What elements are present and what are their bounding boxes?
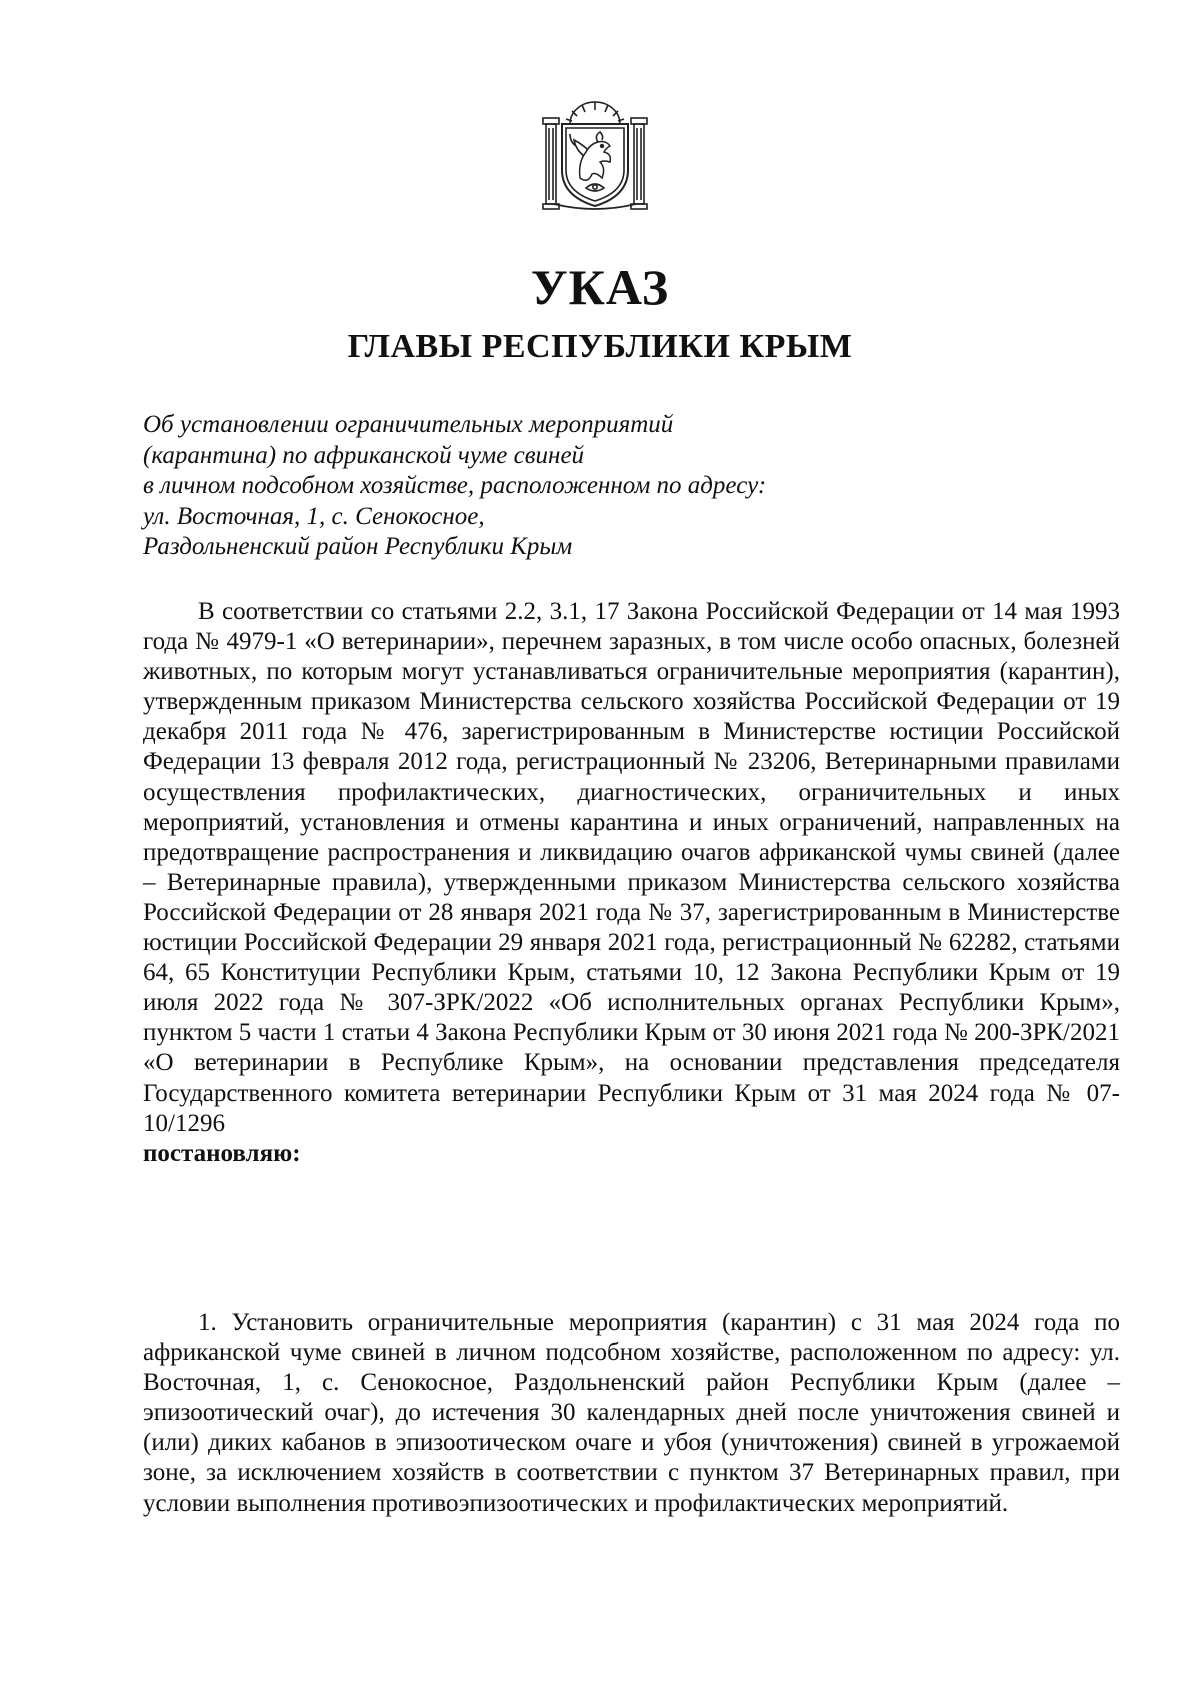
decree-item-text — [143, 1308, 1120, 1519]
decree-word: постановляю: — [143, 1139, 301, 1167]
subject-line: ул. Восточная, 1, с. Сенокосное, — [143, 502, 485, 530]
preamble-body: В соответствии со статьями 2.2, 3.1, 17 Закона Российской Федерации от 14 мая 1993 года № 4979-1 «О ветеринарии», перечнем заразных, в том числе особо опасных, болезней животных, по которым могут устанавливаться ограничительные мероприятия (карантин), утвержденным приказом Министерства сельского хозяйства Российской Федерации от 19 декабря 2011 года № 476, зарегистрированным в Министерстве юстиции Российской Федерации 13 февраля 2012 года, регистрационный № 23206, Ветеринарными правилами осуществления профилактических, диагностических, ограничительных и иных мероприятий, установления и отмены карантина и иных ограничений, направленных на предотвращение распространения и ликвидацию очагов африканской чумы свиней (далее – Ветеринарные правила), утвержденными приказом Министерства сельского хозяйства Российской Федерации от 28 января 2021 года № 37, зарегистрированным в Министерстве юстиции Российской Федерации 29 января 2021 года, регистрационный № 62282, статьями 64, 65 Конституции Республики Крым, статьями 10, 12 Закона Республики Крым от 19 июля 2022 года № 307-ЗРК/2022 «Об исполнительных органах Республики Крым», пунктом 5 части 1 статьи 4 Закона Республики Крым от 30 июня 2021 года № 200-ЗРК/2021 «О ветеринарии в Республике Крым», на основании представления председателя Государственного комитета ветеринарии Республики Крым от 31 мая 2024 года № 07-10/1296 — [143, 598, 1120, 1137]
decree-item — [143, 1308, 1120, 1519]
item-number: 1. — [198, 1309, 217, 1336]
subject-line: (карантина) по африканской чуме свиней — [143, 441, 585, 469]
preamble-paragraph — [143, 597, 1120, 1169]
crimea-coat-of-arms-icon — [540, 100, 650, 212]
preamble-text — [143, 597, 1120, 1139]
decree-subject — [143, 410, 943, 563]
subject-line: Раздольненский район Республики Крым — [143, 533, 573, 560]
item-body: Установить ограничительные мероприятия (карантин) с 31 мая 2024 года по африканской чуме свиней в личном подсобном хозяйстве, расположенном по адресу: ул. Восточная, 1, с. Сенокосное, Раздольненский район Республики Крым (далее – эпизоотический очаг), до истечения 30 календарных дней после уничтожения свиней и (или) диких кабанов в эпизоотическом очаге и убоя (уничтожения) свиней в угрожаемой зоне, за исключением хозяйств в соответствии с пунктом 37 Ветеринарных правил, при условии выполнения противоэпизоотических и профилактических мероприятий. — [143, 1309, 1121, 1517]
document-type-title: УКАЗ — [530, 259, 670, 315]
subject-line: в личном подсобном хозяйстве, расположенном по адресу: — [143, 472, 767, 499]
issuer-title: ГЛАВЫ РЕСПУБЛИКИ КРЫМ — [347, 328, 853, 365]
subject-line: Об установлении ограничительных мероприятий — [143, 411, 674, 438]
